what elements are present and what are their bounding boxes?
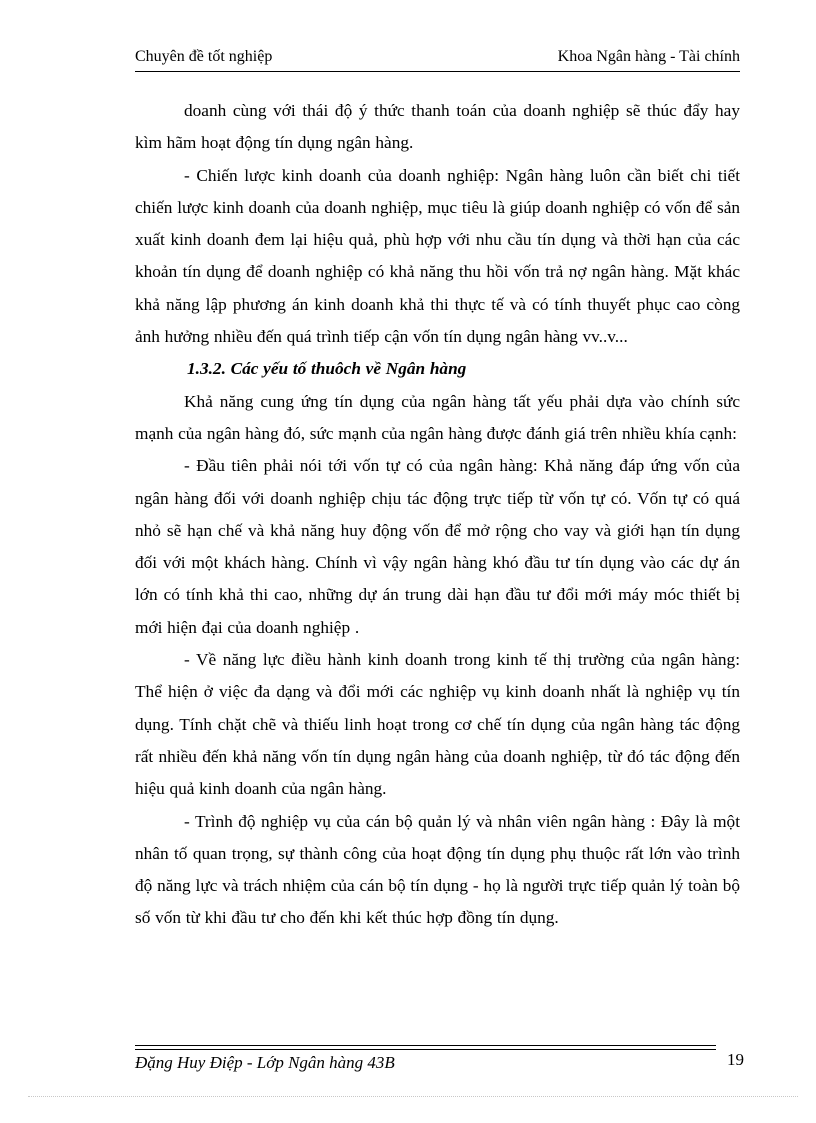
paragraph-bank-capacity: Khả năng cung ứng tín dụng của ngân hàng tất yếu phải dựa vào chính sức mạnh của ngân hàng đó, sức mạnh của ngân hàng được đánh giá trên nhiều khía cạnh: bbox=[135, 391, 740, 443]
paragraph-business-strategy: - Chiến lược kinh doanh của doanh nghiệp: Ngân hàng luôn cần biết chi tiết chiến lược kinh doanh của doanh nghiệp, mục tiêu là giúp doanh nghiệp có vốn để sản xuất kinh doanh đem lại hiệu quả, phù hợp với nhu cầu tín dụng và thời hạn của các khoản tín dụng để doanh nghiệp có khả năng thu hồi vốn trả nợ ngân hàng. Mặt khác khả năng lập phương án kinh doanh khả thi thực tế và có tính thuyết phục cao còng ảnh hưởng nhiều đến quá trình tiếp cận vốn tín dụng ngân hàng vv..v... bbox=[135, 165, 740, 347]
document-body bbox=[135, 95, 740, 935]
footer-divider-bottom bbox=[135, 1049, 716, 1050]
page-number: 19 bbox=[727, 1050, 744, 1069]
paragraph-management-capacity: - Về năng lực điều hành kinh doanh trong kinh tế thị trường của ngân hàng: Thể hiện ở việc đa dạng và đổi mới các nghiệp vụ kinh doanh nhất là nghiệp vụ tín dụng. Tính chặt chẽ và thiếu linh hoạt trong cơ chế tín dụng của ngân hàng tác động rất nhiều đến khả năng vốn tín dụng ngân hàng của doanh nghiệp, từ đó tác động đến hiệu quả kinh doanh của ngân hàng. bbox=[135, 650, 740, 799]
footer-author: Đặng Huy Điệp - Lớp Ngân hàng 43B bbox=[135, 1053, 395, 1072]
page-edge-dotted-line bbox=[28, 1096, 798, 1097]
section-heading: 1.3.2. Các yếu tố thuôch về Ngân hàng bbox=[187, 359, 467, 379]
header-title-right: Khoa Ngân hàng - Tài chính bbox=[557, 48, 740, 65]
paragraph-equity-capital: - Đầu tiên phải nói tới vốn tự có của ngân hàng: Khả năng đáp ứng vốn của ngân hàng đối với doanh nghiệp chịu tác động trực tiếp từ vốn tự có. Vốn tự có quá nhỏ sẽ hạn chế và khả năng huy động vốn để mở rộng cho vay và giới hạn tín dụng đối với một khách hàng. Chính vì vậy ngân hàng khó đầu tư tín dụng vào các dự án lớn có tính khả thi cao, những dự án trung dài hạn đầu tư đổi mới máy móc thiết bị mới hiện đại của doanh nghiệp . bbox=[135, 456, 740, 637]
header-title-left: Chuyên đề tốt nghiệp bbox=[135, 48, 273, 65]
footer-divider-top bbox=[135, 1045, 716, 1046]
paragraph-continuation: doanh cùng với thái độ ý thức thanh toán của doanh nghiệp sẽ thúc đẩy hay kìm hãm hoạt động tín dụng ngân hàng. bbox=[135, 101, 740, 153]
paragraph-staff-competence: - Trình độ nghiệp vụ của cán bộ quản lý và nhân viên ngân hàng : Đây là một nhân tố quan trọng, sự thành công của hoạt động tín dụng phụ thuộc rất lớn vào trình độ năng lực và trách nhiệm của cán bộ tín dụng - họ là người trực tiếp quản lý toàn bộ số vốn từ khi đầu tư cho đến khi kết thúc hợp đồng tín dụng. bbox=[135, 811, 740, 928]
header-divider bbox=[135, 71, 740, 72]
page-header bbox=[135, 48, 740, 70]
